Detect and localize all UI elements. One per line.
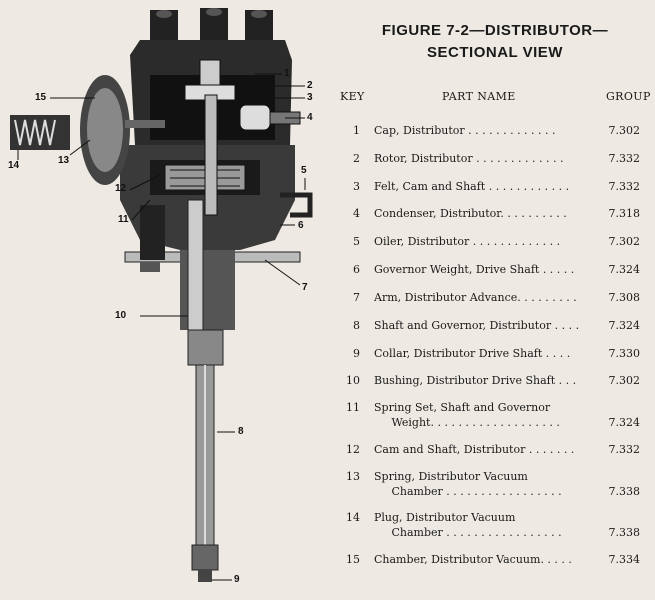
row-key: 10	[346, 374, 360, 387]
row-key: 3	[353, 180, 360, 193]
drive-collar	[192, 545, 218, 570]
row-key: 6	[353, 263, 360, 276]
row-group: 7.324	[608, 263, 640, 276]
row-group: 7.318	[608, 207, 640, 220]
row-key: 1	[353, 124, 360, 137]
row-key: 15	[346, 553, 360, 566]
row-part-name: Arm, Distributor Advance. . . . . . . . .	[374, 291, 577, 304]
callout-12: 12	[115, 183, 127, 194]
row-part-name-cont: Weight. . . . . . . . . . . . . . . . . . .	[374, 416, 560, 429]
row-part-name: Bushing, Distributor Drive Shaft . . .	[374, 374, 577, 387]
row-key: 9	[353, 347, 360, 360]
row-key: 13	[346, 470, 360, 483]
bushing	[188, 330, 223, 365]
row-part-name-cont: Chamber . . . . . . . . . . . . . . . . .	[374, 526, 562, 539]
row-group: 7.338	[608, 526, 640, 539]
callout-3: 3	[307, 92, 313, 103]
row-part-name: Oiler, Distributor . . . . . . . . . . . . .	[374, 235, 561, 248]
figure-title-line2: SECTIONAL VIEW	[427, 44, 563, 61]
row-group: 7.332	[608, 443, 640, 456]
row-key: 8	[353, 319, 360, 332]
callout-13: 13	[58, 155, 70, 166]
callout-9: 9	[234, 574, 240, 585]
row-group: 7.334	[608, 553, 640, 566]
row-group: 7.332	[608, 180, 640, 193]
row-key: 2	[353, 152, 360, 165]
row-group: 7.324	[608, 319, 640, 332]
row-key: 12	[346, 443, 360, 456]
callout-10: 10	[115, 310, 127, 321]
callout-5: 5	[301, 165, 307, 176]
row-group: 7.308	[608, 291, 640, 304]
row-group: 7.324	[608, 416, 640, 429]
row-part-name: Felt, Cam and Shaft . . . . . . . . . . . .	[374, 180, 570, 193]
condenser	[240, 105, 270, 130]
callout-7: 7	[302, 282, 308, 293]
callout-14: 14	[8, 160, 20, 171]
row-group: 7.302	[608, 124, 640, 137]
callout-11: 11	[118, 214, 129, 225]
row-group: 7.338	[608, 485, 640, 498]
row-part-name: Condenser, Distributor. . . . . . . . . .	[374, 207, 567, 220]
row-part-name: Shaft and Governor, Distributor . . . .	[374, 319, 580, 332]
row-part-name-cont: Chamber . . . . . . . . . . . . . . . . .	[374, 485, 562, 498]
callout-15: 15	[35, 92, 47, 103]
header-key: KEY	[340, 90, 365, 103]
header-part-name: PART NAME	[442, 90, 516, 103]
row-group: 7.302	[608, 235, 640, 248]
row-group: 7.302	[608, 374, 640, 387]
callout-8: 8	[238, 426, 244, 437]
row-key: 11	[346, 401, 360, 414]
header-group: GROUP	[606, 90, 651, 103]
row-group: 7.330	[608, 347, 640, 360]
row-group: 7.332	[608, 152, 640, 165]
row-part-name: Cap, Distributor . . . . . . . . . . . . .	[374, 124, 556, 137]
cam-shaft	[205, 95, 217, 215]
row-part-name: Cam and Shaft, Distributor . . . . . . .	[374, 443, 575, 456]
row-key: 5	[353, 235, 360, 248]
row-part-name: Governor Weight, Drive Shaft . . . . .	[374, 263, 575, 276]
callout-6: 6	[298, 220, 304, 231]
callout-4: 4	[307, 112, 313, 123]
callout-2: 2	[307, 80, 313, 91]
row-key: 4	[353, 207, 360, 220]
row-part-name: Rotor, Distributor . . . . . . . . . . . . .	[374, 152, 564, 165]
row-part-name: Plug, Distributor Vacuum	[374, 511, 516, 524]
row-key: 14	[346, 511, 360, 524]
figure-title-line1: FIGURE 7-2—DISTRIBUTOR—	[381, 22, 609, 39]
callout-1: 1	[284, 68, 290, 79]
row-part-name: Spring, Distributor Vacuum	[374, 470, 528, 483]
row-key: 7	[353, 291, 360, 304]
row-part-name: Collar, Distributor Drive Shaft . . . .	[374, 347, 571, 360]
row-part-name: Spring Set, Shaft and Governor	[374, 401, 551, 414]
row-part-name: Chamber, Distributor Vacuum. . . . .	[374, 553, 572, 566]
